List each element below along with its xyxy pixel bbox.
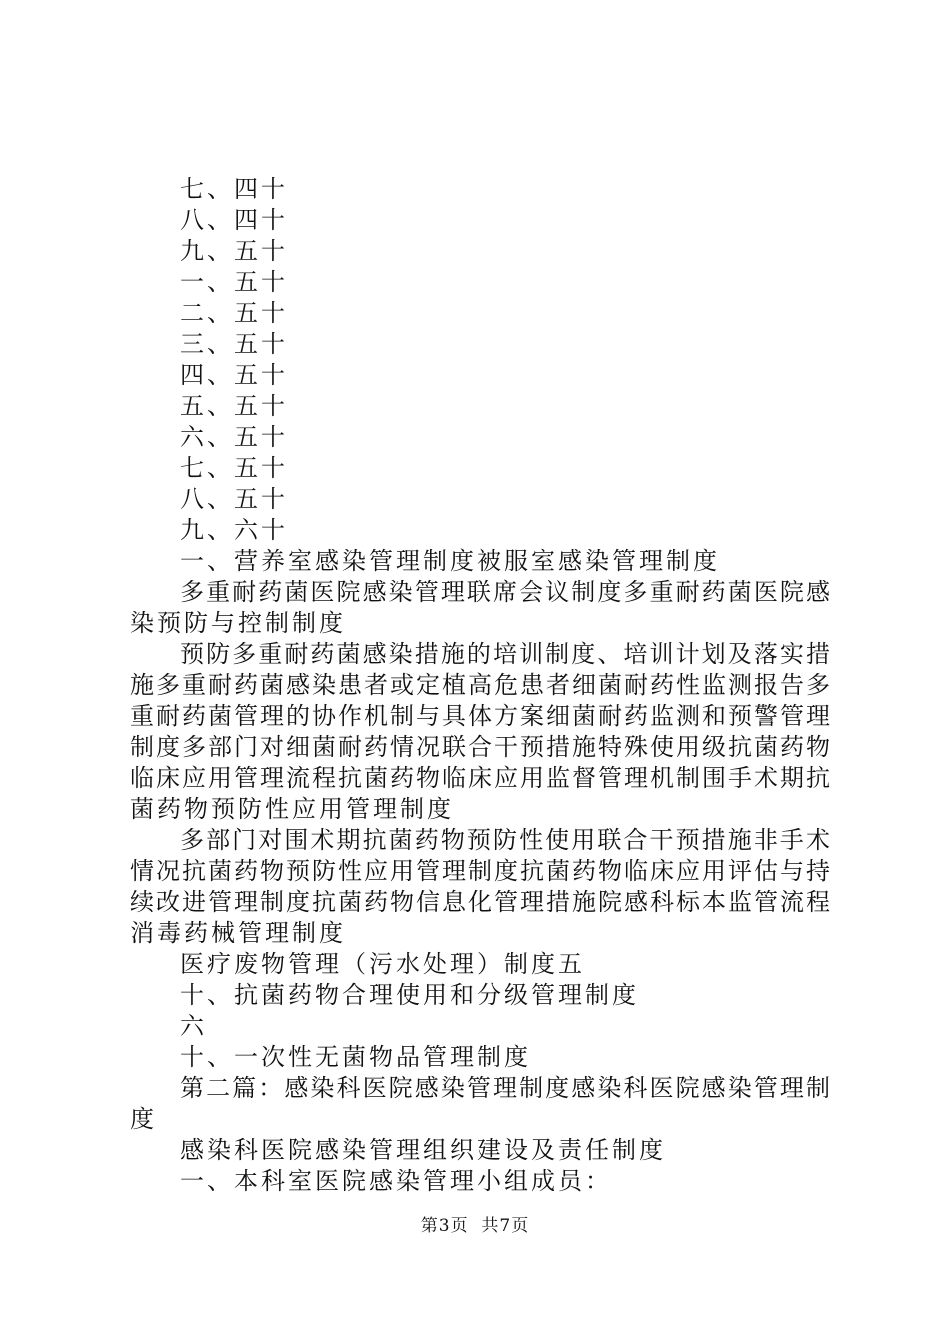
- paragraph-line: 重耐药菌管理的协作机制与具体方案细菌耐药监测和预警管理: [130, 702, 830, 730]
- paragraph-line: 六: [180, 1012, 207, 1040]
- list-item: 六、五十: [180, 423, 288, 451]
- list-item: 九、六十: [180, 516, 288, 544]
- paragraph-line: 菌药物预防性应用管理制度: [130, 795, 454, 823]
- list-item: 二、五十: [180, 299, 288, 327]
- section-heading: 度: [130, 1105, 157, 1133]
- list-item: 五、五十: [180, 392, 288, 420]
- paragraph-line: 预防多重耐药菌感染措施的培训制度、培训计划及落实措: [180, 640, 830, 668]
- list-item: 一、五十: [180, 268, 288, 296]
- paragraph-line: 多部门对围术期抗菌药物预防性使用联合干预措施非手术: [180, 826, 830, 854]
- paragraph-line: 制度多部门对细菌耐药情况联合干预措施特殊使用级抗菌药物: [130, 733, 830, 761]
- paragraph-line: 医疗废物管理（污水处理）制度五: [180, 950, 585, 978]
- list-item: 九、五十: [180, 237, 288, 265]
- paragraph-line: 续改进管理制度抗菌药物信息化管理措施院感科标本监管流程: [130, 888, 830, 916]
- section-heading: 第二篇：感染科医院感染管理制度感染科医院感染管理制: [180, 1074, 830, 1102]
- list-item: 八、五十: [180, 485, 288, 513]
- paragraph-line: 临床应用管理流程抗菌药物临床应用监督管理机制围手术期抗: [130, 764, 830, 792]
- list-item: 八、四十: [180, 206, 288, 234]
- paragraph-line: 感染科医院感染管理组织建设及责任制度: [180, 1136, 666, 1164]
- list-item: 七、四十: [180, 175, 288, 203]
- paragraph-line: 十、抗菌药物合理使用和分级管理制度: [180, 981, 639, 1009]
- list-item: 三、五十: [180, 330, 288, 358]
- paragraph-line: 情况抗菌药物预防性应用管理制度抗菌药物临床应用评估与持: [130, 857, 830, 885]
- paragraph-line: 染预防与控制制度: [130, 609, 346, 637]
- page-number-footer: 第3页 共7页: [420, 1216, 530, 1236]
- list-item: 七、五十: [180, 454, 288, 482]
- paragraph-line: 一、营养室感染管理制度被服室感染管理制度: [180, 547, 720, 575]
- paragraph-line: 一、本科室医院感染管理小组成员：: [180, 1167, 612, 1195]
- paragraph-line: 十、一次性无菌物品管理制度: [180, 1043, 531, 1071]
- paragraph-line: 施多重耐药菌感染患者或定植高危患者细菌耐药性监测报告多: [130, 671, 830, 699]
- paragraph-line: 消毒药械管理制度: [130, 919, 346, 947]
- paragraph-line: 多重耐药菌医院感染管理联席会议制度多重耐药菌医院感: [180, 578, 830, 606]
- list-item: 四、五十: [180, 361, 288, 389]
